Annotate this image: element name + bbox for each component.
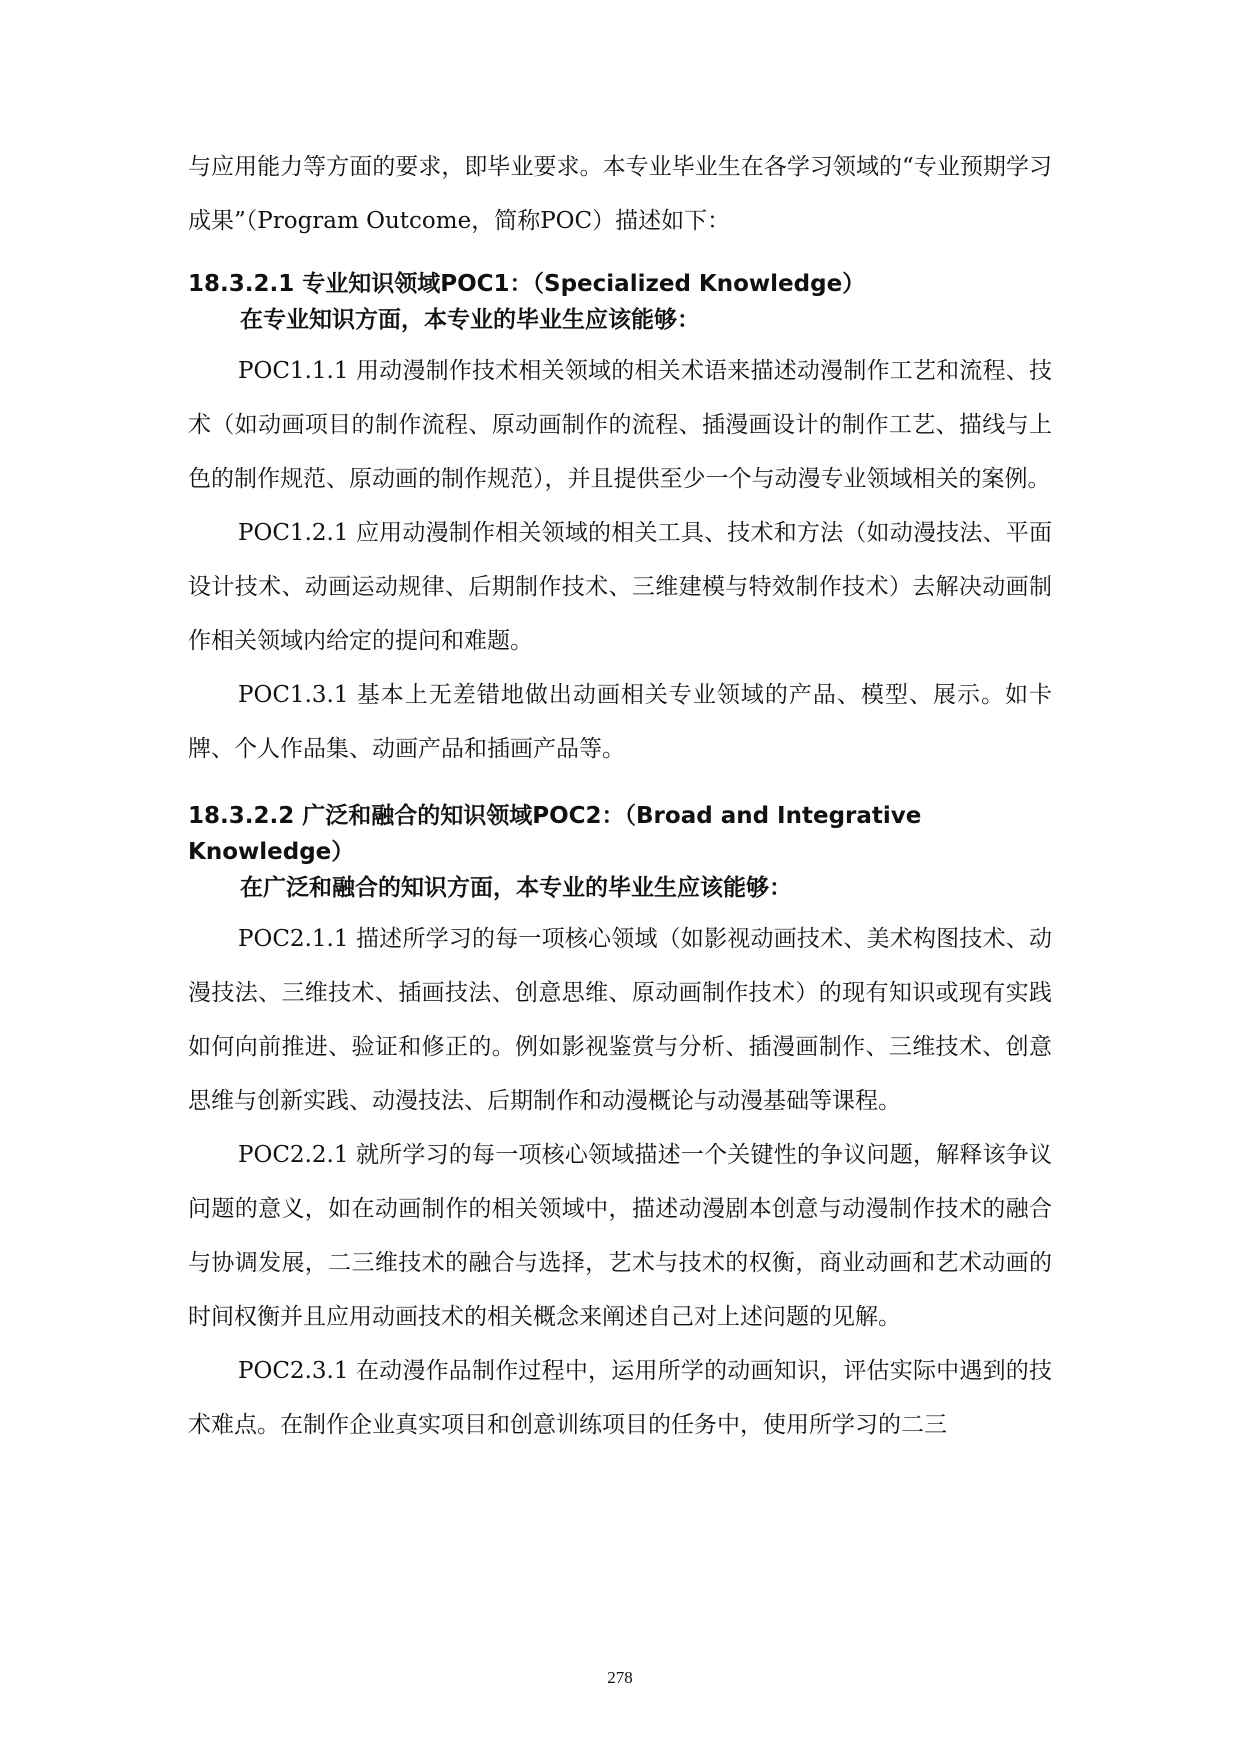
poc-2-1-1: POC2.1.1 描述所学习的每一项核心领域（如影视动画技术、美术构图技术、动漫技法、三维技术、插画技法、创意思维、原动画制作技术）的现有知识或现有实践如何向前推进、验证和修正的。例如影视鉴赏与分析、插漫画制作、三维技术、创意思维与创新实践、动漫技法、后期制作和动漫概论与动漫基础等课程。 bbox=[188, 926, 1052, 1114]
intro-paragraph: 与应用能力等方面的要求，即毕业要求。本专业毕业生在各学习领域的“专业预期学习成果”（Program Outcome，简称POC）描述如下： bbox=[188, 154, 1052, 234]
section2-title: 18.3.2.2 广泛和融合的知识领域POC2：（Broad and Integrative Knowledge） bbox=[188, 803, 922, 865]
section1-items bbox=[188, 344, 1052, 776]
section1-title: 18.3.2.1 专业知识领域POC1：（Specialized Knowledge） bbox=[188, 271, 866, 297]
poc-1-1-1: POC1.1.1 用动漫制作技术相关领域的相关术语来描述动漫制作工艺和流程、技术（如动画项目的制作流程、原动画制作的流程、插漫画设计的制作工艺、描线与上色的制作规范、原动画的制作规范），并且提供至少一个与动漫专业领域相关的案例。 bbox=[188, 358, 1052, 492]
page-number: 278 bbox=[607, 1668, 633, 1687]
poc-2-3-1: POC2.3.1 在动漫作品制作过程中，运用所学的动画知识，评估实际中遇到的技术难点。在制作企业真实项目和创意训练项目的任务中，使用所学习的二三 bbox=[188, 1358, 1052, 1438]
poc-1-3-1: POC1.3.1 基本上无差错地做出动画相关专业领域的产品、模型、展示。如卡牌、个人作品集、动画产品和插画产品等。 bbox=[188, 682, 1052, 762]
section2-items bbox=[188, 912, 1052, 1452]
document-body bbox=[188, 140, 1052, 1452]
poc-2-2-1: POC2.2.1 就所学习的每一项核心领域描述一个关键性的争议问题，解释该争议问题的意义，如在动画制作的相关领域中，描述动漫剧本创意与动漫制作技术的融合与协调发展，二三维技术的融合与选择，艺术与技术的权衡，商业动画和艺术动画的时间权衡并且应用动画技术的相关概念来阐述自己对上述问题的见解。 bbox=[188, 1142, 1052, 1330]
poc-1-2-1: POC1.2.1 应用动漫制作相关领域的相关工具、技术和方法（如动漫技法、平面设计技术、动画运动规律、后期制作技术、三维建模与特效制作技术）去解决动画制作相关领域内给定的提问和难题。 bbox=[188, 520, 1052, 654]
section1-lead: 在专业知识方面，本专业的毕业生应该能够： bbox=[240, 307, 700, 333]
section2-lead: 在广泛和融合的知识方面，本专业的毕业生应该能够： bbox=[240, 875, 792, 901]
